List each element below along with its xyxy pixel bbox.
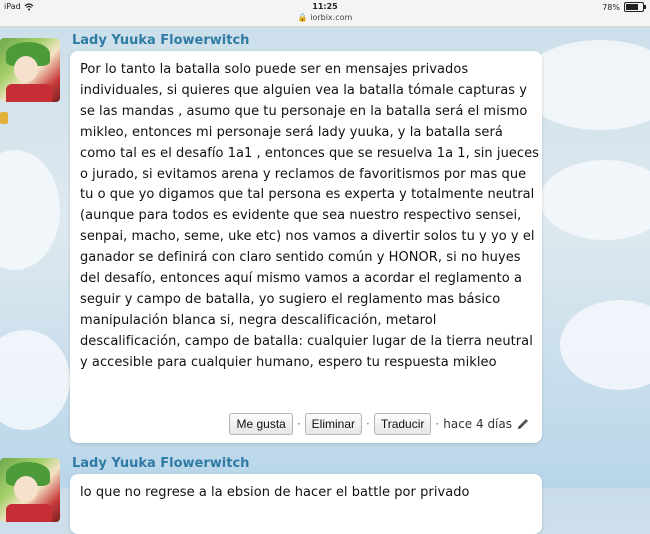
device-label: iPad — [4, 2, 21, 11]
status-bar — [0, 0, 650, 27]
clock: 11:25 — [312, 2, 338, 11]
like-button[interactable]: Me gusta — [229, 413, 292, 435]
message-text: Por lo tanto la batalla solo puede ser en mensajes privados individuales, si quieres que alguien vea la batalla tómale capturas y se las mandas , asumo que tu personaje en la batalla será el mismo mikleo, entonces mi personaje será lady yuuka, y la batalla será como tal es el desafío 1a1 , entonces que se resuelva 1a 1, sin jueces o jurado, si evitamos arena y reclamos de favoritismos por mas que tu o que yo digamos que tal persona es experta y totalmente neutral (aunque para todos es evidente que sea nuestro respectivo sensei, senpai, macho, seme, uke etc) nos vamos a divertir solos tu y yo y el ganador se definirá con claro sentido común y HONOR, si no huyes del desafío, entonces aquí mismo vamos a acordar el reglamento a seguir y campo de batalla, yo sugiero el reglamento mas básico manipulación blanca si, negra descalificación, metarol descalificación, campo de batalla: cualquier lugar de la tierra neutral y accesible para cualquier humano, espero tu respuesta mikleo — [80, 62, 539, 370]
url-text: iorbix.com — [310, 13, 353, 22]
post-author[interactable]: Lady Yuuka Flowerwitch — [72, 456, 250, 471]
avatar[interactable] — [0, 38, 60, 102]
delete-button[interactable]: Eliminar — [305, 413, 362, 435]
message-bubble — [70, 51, 542, 443]
background-cloud — [560, 300, 650, 390]
lock-icon: 🔒 — [297, 13, 308, 22]
battery-icon — [624, 2, 644, 12]
message-text: lo que no regrese a la ebsion de hacer el battle por privado — [80, 485, 470, 500]
timestamp: hace 4 días — [443, 417, 512, 431]
message-actions: Me gusta · Eliminar · Traducir · hace 4 días — [229, 413, 530, 435]
battery-percent: 78% — [602, 2, 620, 12]
avatar[interactable] — [0, 458, 60, 522]
side-marker — [0, 112, 8, 124]
background-cloud — [540, 160, 650, 240]
message-bubble — [70, 474, 542, 534]
background-cloud — [0, 330, 70, 430]
translate-button[interactable]: Traducir — [374, 413, 432, 435]
edit-icon[interactable] — [516, 417, 530, 431]
post-author[interactable]: Lady Yuuka Flowerwitch — [72, 33, 250, 48]
status-right — [602, 2, 644, 12]
address-bar[interactable] — [0, 13, 650, 22]
background-cloud — [0, 150, 60, 270]
